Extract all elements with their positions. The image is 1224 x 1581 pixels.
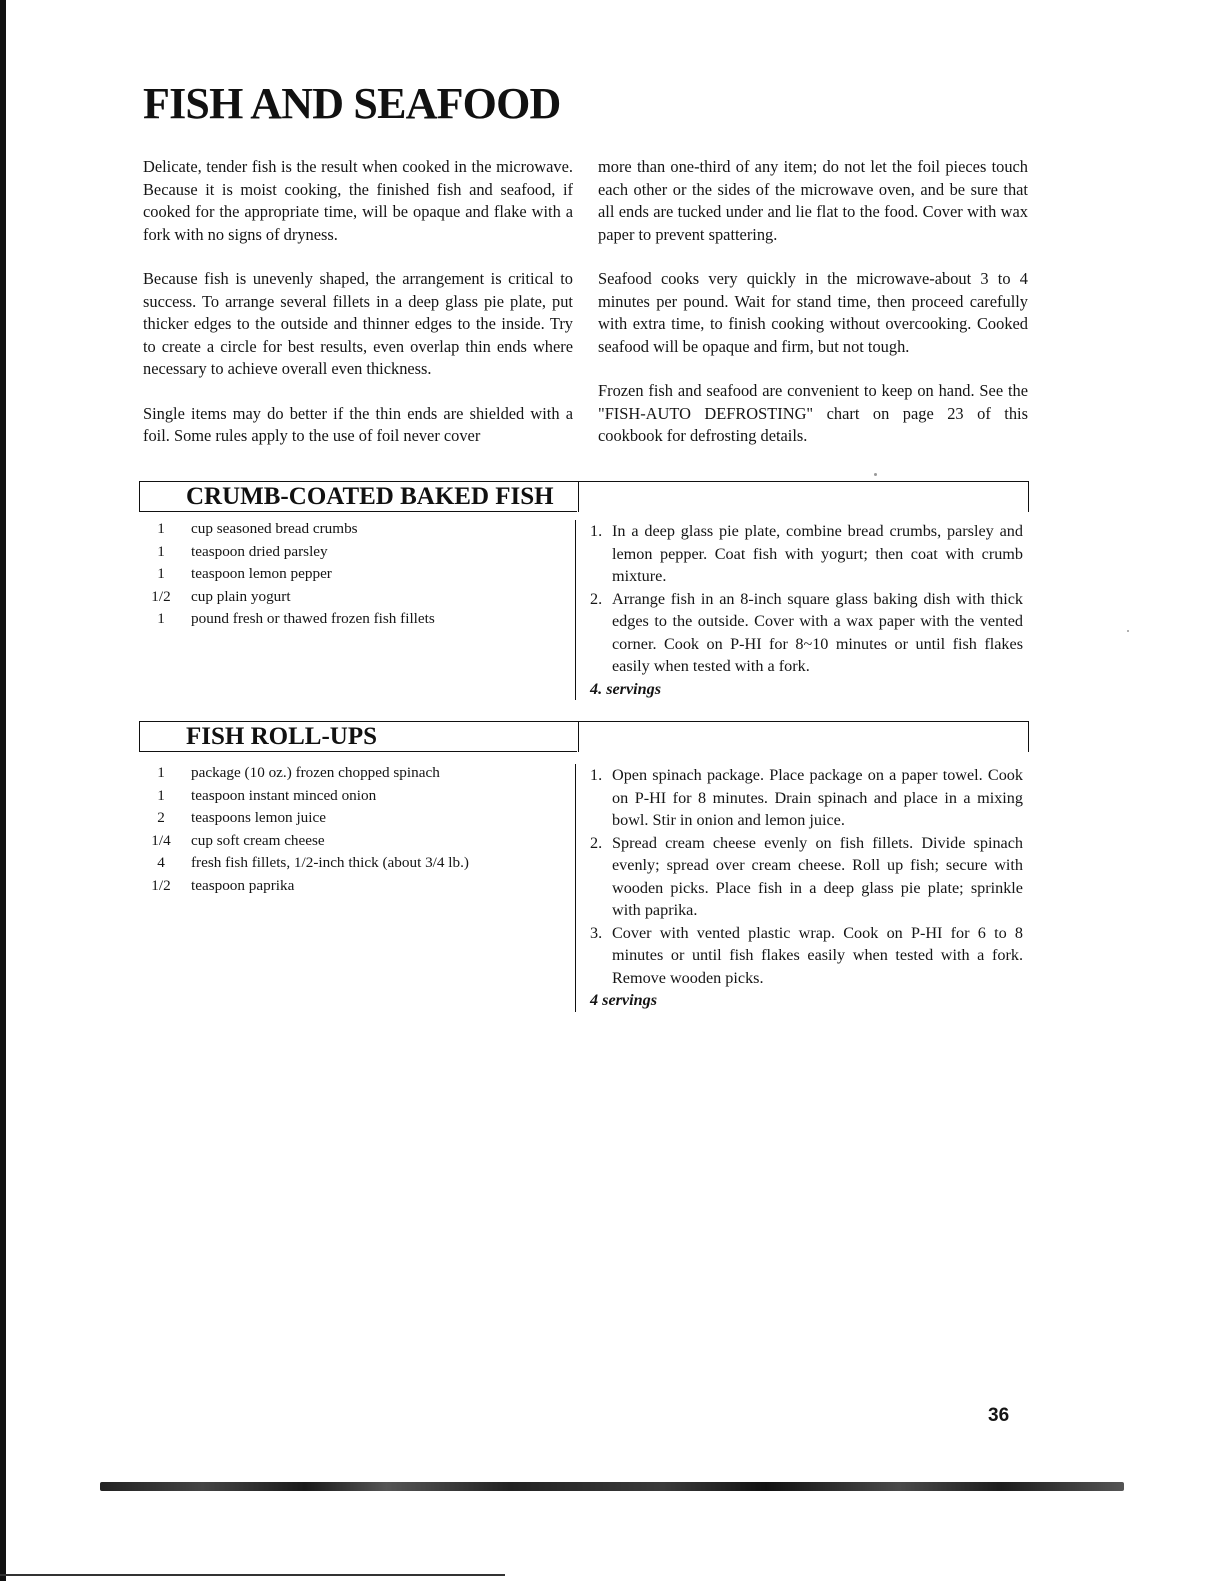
ingredient-row xyxy=(141,875,571,898)
header-divider xyxy=(578,482,579,512)
ingredient-row xyxy=(141,541,571,564)
ingredient-row xyxy=(141,518,571,541)
ingredient-qty: 1 xyxy=(157,610,165,627)
ingredient-row xyxy=(141,586,571,609)
intro-right-column xyxy=(598,156,1028,470)
ingredient-text: cup plain yogurt xyxy=(191,587,291,605)
ingredient-list xyxy=(141,762,571,897)
recipe-header-crumb-coated xyxy=(139,481,1029,512)
scan-speck xyxy=(874,473,877,476)
ingredient-text: cup seasoned bread crumbs xyxy=(191,520,358,537)
recipe-header-rule xyxy=(139,751,577,752)
recipe-header-fish-roll-ups xyxy=(139,721,1029,752)
ingredient-text: teaspoon instant minced onion xyxy=(191,786,377,804)
ingredient-row xyxy=(141,807,571,830)
directions-list xyxy=(575,764,1027,1012)
intro-left-column xyxy=(143,156,573,470)
ingredient-text: pound fresh or thawed frozen fish fillets xyxy=(191,610,435,627)
step-number: 2. xyxy=(590,833,603,852)
ingredient-qty: 1 xyxy=(157,520,165,537)
ingredient-text: teaspoons lemon juice xyxy=(191,809,326,826)
step-number: 2. xyxy=(590,589,603,608)
ingredient-text: fresh fish fillets, 1/2-inch thick (about 3/4 lb.) xyxy=(191,854,469,871)
step-text: Arrange fish in an 8-inch square glass baking dish with thick edges to the outside. Cover with a wax paper with the vented corner. Cook on P-HI for 8~10 minutes or until fish flakes easily when tested with a fork. xyxy=(612,589,1023,675)
servings: 4 servings xyxy=(590,991,658,1009)
ingredient-qty: 4 xyxy=(157,854,165,871)
intro-paragraph: Delicate, tender fish is the result when cooked in the microwave. Because it is moist cooking, the finished fish and seafood, if cooked for the appropriate time, will be opaque and flake with a fork with no signs of dryness. xyxy=(143,157,573,244)
directions-list xyxy=(575,520,1027,700)
intro-paragraph: more than one-third of any item; do not let the foil pieces touch each other or the sides of the microwave oven, and be sure that all ends are tucked under and lie flat to the food. Cover with wax paper to prevent spattering. xyxy=(598,157,1028,244)
footer-rule xyxy=(100,1482,1124,1491)
direction-step xyxy=(590,588,1027,678)
direction-step xyxy=(590,922,1027,990)
step-number: 3. xyxy=(590,923,603,942)
ingredient-qty: 1/2 xyxy=(151,876,171,894)
intro-paragraph: Because fish is unevenly shaped, the arrangement is critical to success. To arrange several fillets in a deep glass pie plate, put thicker edges to the outside and thinner edges to the inside. Try to create a circle for best results, even overlap thin ends where necessary to achieve overall even thickness. xyxy=(143,269,573,378)
direction-step xyxy=(590,520,1027,588)
page-number: 36 xyxy=(988,1405,1010,1426)
ingredient-text: teaspoon dried parsley xyxy=(191,542,328,560)
page-bottom-edge xyxy=(0,1574,505,1576)
ingredient-text: package (10 oz.) frozen chopped spinach xyxy=(191,764,440,781)
intro-paragraph: Seafood cooks very quickly in the microwave-about 3 to 4 minutes per pound. Wait for stand time, then proceed carefully with extra time, to finish cooking without overcooking. Cooked seafood will be opaque and firm, but not tough. xyxy=(598,269,1028,356)
page-left-edge xyxy=(0,0,6,1581)
ingredient-qty: 1 xyxy=(157,542,165,560)
step-text: Cover with vented plastic wrap. Cook on P-HI for 6 to 8 minutes or until fish flakes easily when tested with a fork. Remove wooden picks. xyxy=(612,923,1023,987)
ingredient-row xyxy=(141,852,571,875)
servings: 4. servings xyxy=(590,679,662,698)
step-number: 1. xyxy=(590,766,603,784)
recipe-title: CRUMB-COATED BAKED FISH xyxy=(186,483,554,510)
ingredient-text: cup soft cream cheese xyxy=(191,831,325,849)
step-number: 1. xyxy=(590,522,603,540)
ingredient-qty: 1/4 xyxy=(151,831,171,849)
ingredient-list xyxy=(141,518,571,631)
direction-step xyxy=(590,764,1027,832)
ingredient-text: teaspoon lemon pepper xyxy=(191,565,332,582)
ingredient-row xyxy=(141,762,571,785)
ingredient-row xyxy=(141,830,571,853)
recipe-title: FISH ROLL-UPS xyxy=(186,723,378,750)
ingredient-qty: 1 xyxy=(157,565,165,582)
ingredient-row xyxy=(141,563,571,586)
header-divider xyxy=(578,722,579,752)
ingredient-qty: 2 xyxy=(157,809,165,826)
ingredient-row xyxy=(141,608,571,631)
page-title: FISH AND SEAFOOD xyxy=(143,79,561,128)
recipe-header-rule xyxy=(139,511,577,512)
ingredient-row xyxy=(141,785,571,808)
ingredient-qty: 1 xyxy=(157,764,165,781)
intro-paragraph: Single items may do better if the thin ends are shielded with a foil. Some rules apply to the use of foil never cover xyxy=(143,403,573,445)
step-text: Spread cream cheese evenly on fish fillets. Divide spinach evenly; spread over cream cheese. Roll up fish; secure with wooden picks. Place fish in a deep glass pie plate; sprinkle with paprika. xyxy=(612,833,1023,919)
ingredient-text: teaspoon paprika xyxy=(191,876,295,894)
ingredient-qty: 1 xyxy=(157,786,165,804)
step-text: In a deep glass pie plate, combine bread crumbs, parsley and lemon pepper. Coat fish with yogurt; then coat with crumb mixture. xyxy=(612,522,1023,585)
scan-speck xyxy=(1127,630,1129,632)
intro-paragraph: Frozen fish and seafood are convenient to keep on hand. See the "FISH-AUTO DEFROSTING" chart on page 23 of this cookbook for defrosting details. xyxy=(598,381,1028,445)
step-text: Open spinach package. Place package on a paper towel. Cook on P-HI for 8 minutes. Drain spinach and place in a mixing bowl. Stir in onion and lemon juice. xyxy=(612,766,1023,829)
direction-step xyxy=(590,832,1027,922)
ingredient-qty: 1/2 xyxy=(151,587,171,605)
